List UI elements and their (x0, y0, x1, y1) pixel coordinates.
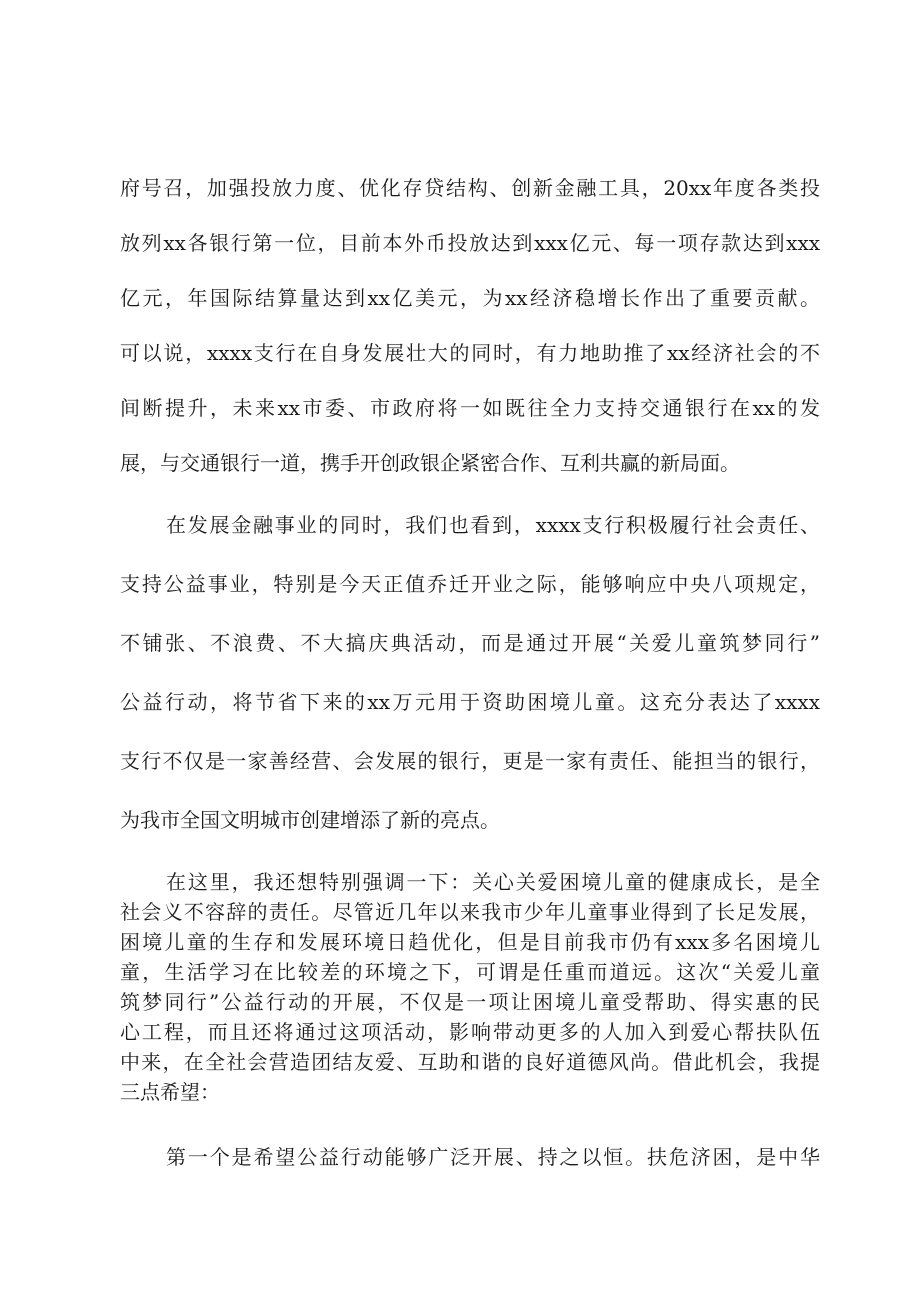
paragraph-2-line-2: 支持公益事业，特别是今天正值乔迁开业之际，能够响应中央八项规定， (120, 572, 820, 596)
paragraph-2-line-1: 在发展金融事业的同时，我们也看到，xxxx支行积极履行社会责任、 (166, 513, 820, 537)
paragraph-2-line-4: 公益行动，将节省下来的xx万元用于资助困境儿童。这充分表达了xxxx (120, 690, 820, 714)
paragraph-3-line-7: 中来，在全社会营造团结友爱、互助和谐的良好道德风尚。借此机会，我提 (120, 1050, 820, 1074)
paragraph-1-line-2: 放列xx各银行第一位，目前本外币投放达到xxx亿元、每一项存款达到xxx (120, 231, 820, 255)
paragraph-4-line-1: 第一个是希望公益行动能够广泛开展、持之以恒。扶危济困，是中华 (166, 1145, 820, 1169)
paragraph-3-line-3: 困境儿童的生存和发展环境日趋优化，但是目前我市仍有xxx多名困境儿 (120, 930, 820, 954)
paragraph-2-line-6: 为我市全国文明城市创建增添了新的亮点。 (120, 808, 500, 832)
paragraph-3-line-6: 心工程，而且还将通过这项活动，影响带动更多的人加入到爱心帮扶队伍 (120, 1020, 820, 1044)
paragraph-3-line-4: 童，生活学习在比较差的环境之下，可谓是任重而道远。这次“关爱儿童 (120, 960, 820, 984)
paragraph-1-line-1: 府号召，加强投放力度、优化存贷结构、创新金融工具，20xx年度各类投 (120, 176, 820, 200)
paragraph-2-line-3: 不铺张、不浪费、不大搞庆典活动，而是通过开展“关爱儿童筑梦同行” (120, 631, 820, 655)
paragraph-3-line-5: 筑梦同行”公益行动的开展，不仅是一项让困境儿童受帮助、得实惠的民 (120, 990, 820, 1014)
paragraph-3-line-8: 三点希望： (120, 1080, 220, 1104)
paragraph-2-line-5: 支行不仅是一家善经营、会发展的银行，更是一家有责任、能担当的银行， (120, 749, 820, 773)
paragraph-3-line-1: 在这里，我还想特别强调一下：关心关爱困境儿童的健康成长，是全 (166, 870, 820, 894)
paragraph-1-line-3: 亿元，年国际结算量达到xx亿美元，为xx经济稳增长作出了重要贡献。 (120, 286, 820, 310)
paragraph-1-line-6: 展，与交通银行一道，携手开创政银企紧密合作、互利共赢的新局面。 (120, 451, 740, 475)
paragraph-1-line-4: 可以说，xxxx支行在自身发展壮大的同时，有力地助推了xx经济社会的不 (120, 341, 820, 365)
paragraph-1-line-5: 间断提升，未来xx市委、市政府将一如既往全力支持交通银行在xx的发 (120, 396, 820, 420)
paragraph-3-line-2: 社会义不容辞的责任。尽管近几年以来我市少年儿童事业得到了长足发展， (120, 900, 820, 924)
